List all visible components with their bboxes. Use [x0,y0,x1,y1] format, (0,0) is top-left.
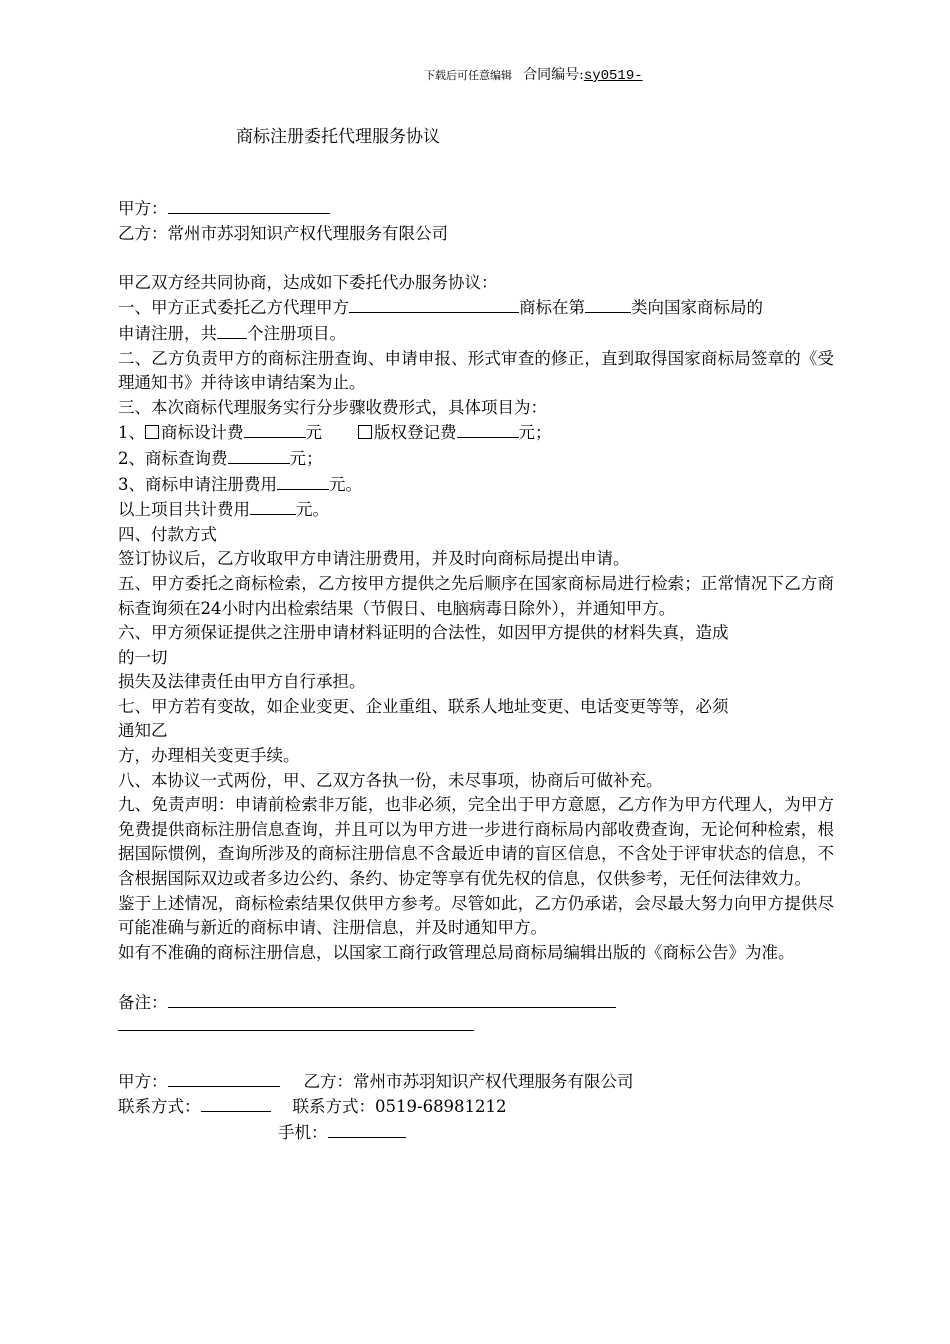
mobile-blank[interactable] [328,1120,406,1138]
search-fee-blank[interactable] [228,446,290,464]
party-b-line: 乙方：常州市苏羽知识产权代理服务有限公司 [118,223,448,243]
clause-4-text: 签订协议后，乙方收取甲方申请注册费用，并及时向商标局提出申请。 [118,549,630,569]
clause-6-l2: 的一切 [118,647,168,667]
clause-5: 五、甲方委托之商标检索，乙方按甲方提供之先后顺序在国家商标局进行检索；正常情况下乙方商标查询须在24小时内出检索结果（节假日、电脑病毒日除外），并通知甲方。 [118,573,834,618]
page-header [424,64,643,84]
fee-item-3: 3、商标申请注册费用 元。 [118,472,834,498]
party-a-blank[interactable] [168,196,330,214]
clause-3: 三、本次商标代理服务实行分步骤收费形式，具体项目为： [118,397,547,417]
clause-8: 八、本协议一式两份，甲、乙双方各执一份，未尽事项，协商后可做补充。 [118,770,663,790]
signature-parties: 甲方： 乙方：常州市苏羽知识产权代理服务有限公司 [118,1069,834,1095]
document-title: 商标注册委托代理服务协议 [236,127,440,147]
design-fee-checkbox[interactable] [145,425,159,439]
application-fee-blank[interactable] [277,472,329,490]
party-b-phone: 0519-68981212 [375,1097,507,1117]
clause-9-final: 如有不准确的商标注册信息，以国家工商行政管理总局商标局编辑出版的《商标公告》为准。 [118,942,795,962]
fee-item-1: 1、 商标设计费 元 版权登记费 元； [118,420,834,446]
class-blank[interactable] [585,295,631,313]
clause-6-l3: 损失及法律责任由甲方自行承担。 [118,672,366,692]
clause-4: 四、付款方式 [118,524,217,544]
clause-7-l2: 通知乙 [118,721,168,741]
remarks-blank-2[interactable] [118,1016,474,1031]
clause-6-l1: 六、甲方须保证提供之注册申请材料证明的合法性，如因甲方提供的材料失真，造成 [118,623,729,643]
clause-7-l3: 方，办理相关变更手续。 [118,746,300,766]
remarks-blank[interactable] [168,990,616,1008]
contract-number-value: sy0519- [583,68,643,84]
copyright-fee-checkbox[interactable] [358,425,372,439]
fee-item-2: 2、商标查询费 元； [118,446,834,472]
intro-text: 甲乙双方经共同协商，达成如下委托代办服务协议： [118,272,498,292]
contact-line: 联系方式： 联系方式：0519-68981212 [118,1094,834,1120]
item-count-blank[interactable] [217,321,247,339]
clause-1: 一、甲方正式委托乙方代理甲方 商标在第 类向国家商标局的 [118,295,834,321]
total-fee-blank[interactable] [250,497,296,515]
copyright-fee-blank[interactable] [457,420,519,438]
clause-2: 二、乙方负责甲方的商标注册查询、申请申报、形式审查的修正，直到取得国家商标局签章的《受理通知书》并待该申请结案为止。 [118,348,834,393]
party-b-name: 常州市苏羽知识产权代理服务有限公司 [167,223,448,243]
clause-7-l1: 七、甲方若有变故，如企业变更、企业重组、联系人地址变更、电话变更等等，必须 [118,696,729,716]
fee-total: 以上项目共计费用 元。 [118,497,834,523]
document-body [118,196,834,1145]
mobile-line: 手机： [118,1120,834,1146]
remarks-line: 备注： [118,990,834,1016]
edit-note: 下载后可任意编辑 [424,69,512,82]
clause-1-cont: 申请注册，共 个注册项目。 [118,321,834,347]
trademark-blank[interactable] [349,295,519,313]
contract-number-label: 合同编号: [523,67,584,83]
party-a-line: 甲方： [118,196,834,222]
party-a-contact-blank[interactable] [201,1094,271,1112]
signature-party-a-blank[interactable] [168,1069,280,1087]
clause-9: 九、免责声明：申请前检索非万能，也非必须，完全出于甲方意愿，乙方作为甲方代理人，为甲方免费提供商标注册信息查询，并且可以为甲方进一步进行商标局内部收费查询，无论何种检索，根据国际惯例，查询所涉及的商标注册信息不含最近申请的盲区信息，不含处于评审状态的信息，不含根据国际双边或者多边公约、条约、协定等享有优先权的信息，仅供参考，无任何法律效力。 [118,795,834,889]
clause-9-note: 鉴于上述情况，商标检索结果仅供甲方参考。尽管如此，乙方仍承诺，会尽最大努力向甲方提供尽可能准确与新近的商标申请、注册信息，并及时通知甲方。 [118,893,834,938]
design-fee-blank[interactable] [244,420,306,438]
